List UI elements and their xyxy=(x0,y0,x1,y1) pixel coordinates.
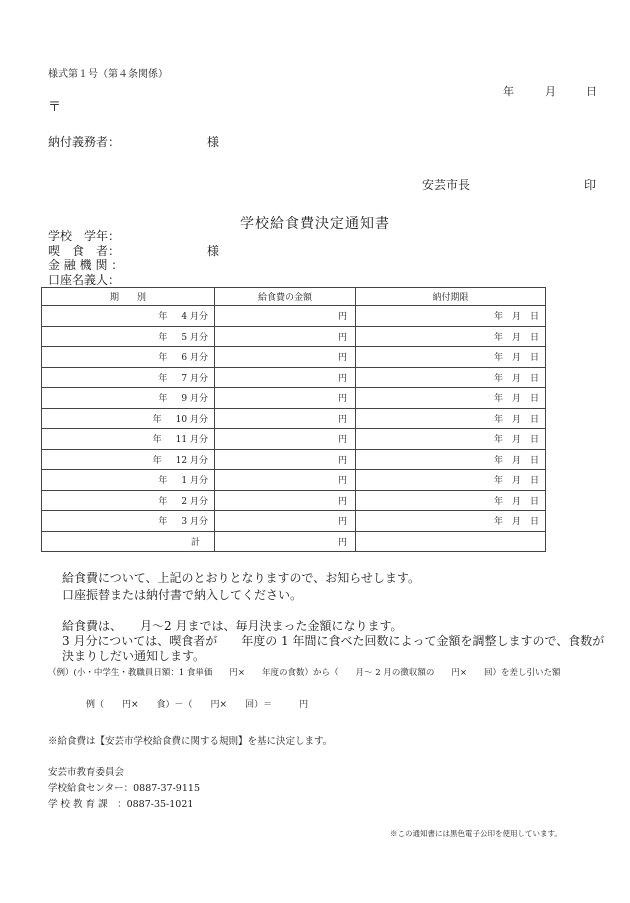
due-cell: 年 月 日 xyxy=(356,408,546,429)
period-cell: 年 5 月分 xyxy=(42,326,215,347)
amount-cell: 円 xyxy=(215,408,356,429)
period-cell: 年 12 月分 xyxy=(42,449,215,470)
rule-note: ※給食費は【安芸市学校給食費に関する規則】を基に決定します。 xyxy=(48,736,333,747)
period-cell: 年 11 月分 xyxy=(42,429,215,450)
seal-mark: 印 xyxy=(584,178,597,192)
bank-field-label: 金 融 機 関 ： xyxy=(48,258,124,272)
period-column-header: 期 別 xyxy=(42,288,215,306)
contact-block xyxy=(48,765,200,813)
amount-cell: 円 xyxy=(215,470,356,491)
table-row xyxy=(42,367,546,388)
notice-line-2: 口座振替または納付書で納入してください。 xyxy=(62,588,303,602)
due-cell: 年 月 日 xyxy=(356,326,546,347)
table-row xyxy=(42,388,546,409)
table-row xyxy=(42,470,546,491)
explanation-line-1: 給食費は、 月～2 月までは、毎月決まった金額になります。 xyxy=(62,619,403,633)
lunch-center-phone: 学校給食センター：0887-37-9115 xyxy=(48,783,200,794)
school-field-label: 学校 学年： xyxy=(48,229,121,243)
form-number: 様式第１号（第４条関係） xyxy=(48,69,168,80)
explanation-line-2: 3 月分については、喫食者が 年度の 1 年間に食べた回数によって金額を調整しますので、食数が決まりしだい通知します。 xyxy=(62,634,605,663)
amount-cell: 円 xyxy=(215,449,356,470)
school-education-division-phone: 学 校 教 育 課 ：0887-35-1021 xyxy=(48,799,194,810)
explanation-paragraph xyxy=(48,619,608,664)
example-text: （例）(小・中学生・教職員日額：1 食単価 円× 年度の食数）から（ 月～ 2 月の徴収額の 円× 回）を差し引いた額 xyxy=(48,668,561,678)
period-cell: 年 9 月分 xyxy=(42,388,215,409)
document-title: 学校給食費決定通知書 xyxy=(240,216,390,232)
total-amount-cell: 円 xyxy=(215,531,356,552)
amount-cell: 円 xyxy=(215,490,356,511)
period-cell: 年 2 月分 xyxy=(42,490,215,511)
due-cell: 年 月 日 xyxy=(356,511,546,532)
due-cell: 年 月 日 xyxy=(356,449,546,470)
table-header-row xyxy=(42,288,546,306)
due-cell: 年 月 日 xyxy=(356,388,546,409)
total-label-cell: 計 xyxy=(42,531,215,552)
mayor-title: 安芸市長 xyxy=(422,178,471,192)
amount-cell: 円 xyxy=(215,388,356,409)
board-name: 安芸市教育委員会 xyxy=(48,767,125,778)
due-cell: 年 月 日 xyxy=(356,347,546,368)
recipient-fields xyxy=(48,229,123,287)
period-cell: 年 1 月分 xyxy=(42,470,215,491)
period-cell: 年 3 月分 xyxy=(42,511,215,532)
table-row xyxy=(42,306,546,327)
postal-mark: 〒 xyxy=(48,100,62,115)
example-calculation: 例（ 円× 食）－（ 円× 回）＝ 円 xyxy=(86,700,309,710)
due-cell: 年 月 日 xyxy=(356,490,546,511)
eater-honorific: 様 xyxy=(207,244,220,258)
table-row xyxy=(42,326,546,347)
amount-cell: 円 xyxy=(215,306,356,327)
period-cell: 年 7 月分 xyxy=(42,367,215,388)
amount-cell: 円 xyxy=(215,429,356,450)
table-row xyxy=(42,511,546,532)
due-cell: 年 月 日 xyxy=(356,470,546,491)
electronic-seal-footnote: ※この通知書には黒色電子公印を使用しています。 xyxy=(390,829,562,838)
period-cell: 年 6 月分 xyxy=(42,347,215,368)
due-cell: 年 月 日 xyxy=(356,429,546,450)
table-row xyxy=(42,429,546,450)
payer-label: 納付義務者： xyxy=(48,135,121,149)
due-column-header: 納付期限 xyxy=(356,288,546,306)
date-month-label: 月 xyxy=(545,85,556,98)
total-row xyxy=(42,531,546,552)
amount-cell: 円 xyxy=(215,367,356,388)
date-year-label: 年 xyxy=(503,85,514,98)
due-cell: 年 月 日 xyxy=(356,306,546,327)
payer-honorific: 様 xyxy=(207,135,220,149)
account-holder-label: 口座名義人： xyxy=(48,272,121,287)
amount-cell: 円 xyxy=(215,326,356,347)
amount-column-header: 給食費の金額 xyxy=(215,288,356,306)
amount-cell: 円 xyxy=(215,511,356,532)
table-row xyxy=(42,449,546,470)
table-row xyxy=(42,490,546,511)
date-day-label: 日 xyxy=(586,85,597,98)
eater-field-label: 喫 食 者： xyxy=(48,243,121,258)
period-cell: 年 10 月分 xyxy=(42,408,215,429)
period-cell: 年 4 月分 xyxy=(42,306,215,327)
table-row xyxy=(42,408,546,429)
amount-cell: 円 xyxy=(215,347,356,368)
notice-line-1: 給食費について、上記のとおりとなりますので、お知らせします。 xyxy=(62,571,420,585)
fee-schedule-table xyxy=(41,287,546,552)
table-row xyxy=(42,347,546,368)
total-due-cell xyxy=(356,531,546,552)
due-cell: 年 月 日 xyxy=(356,367,546,388)
